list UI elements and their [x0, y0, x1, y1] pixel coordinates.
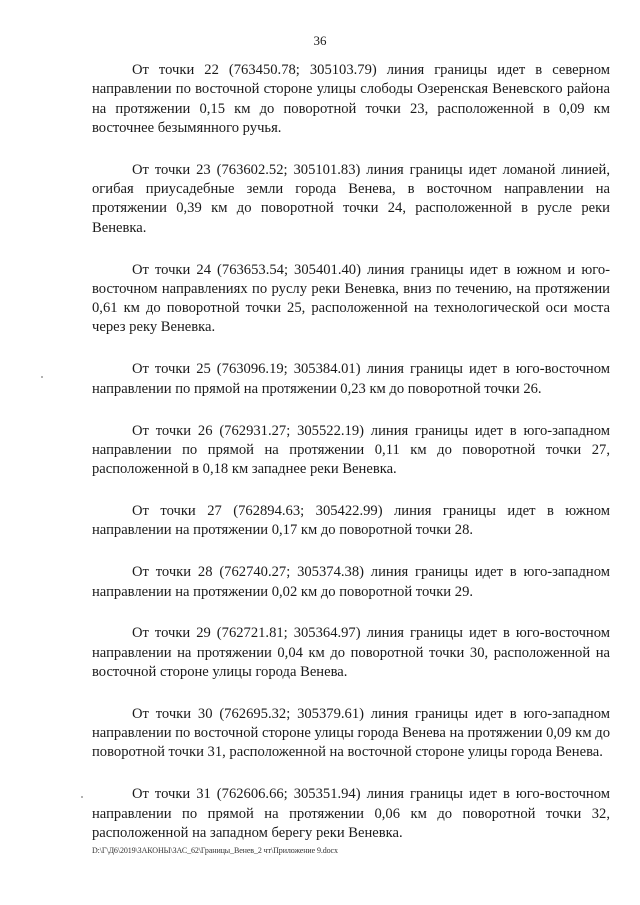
page-number: 36 [313, 33, 327, 48]
paragraph-point-28: От точки 28 (762740.27; 305374.38) линия границы идет в юго-западном направлении на протяжении 0,02 км до поворотной точки 29. [92, 564, 610, 600]
paragraph-point-25: От точки 25 (763096.19; 305384.01) линия границы идет в юго-восточном направлении по прямой на протяжении 0,23 км до поворотной точки 26. [92, 361, 610, 397]
paragraph-point-24: От точки 24 (763653.54; 305401.40) линия границы идет в южном и юго-восточном направлениях по руслу реки Веневка, вниз по течению, на протяжении 0,61 км до поворотной точки 25, расположенной на технологической оси моста через реку Веневка. [92, 261, 610, 336]
paragraph-point-22: От точки 22 (763450.78; 305103.79) линия границы идет в северном направлении по восточной стороне улицы слободы Озеренская Веневского района на протяжении 0,15 км до поворотной точки 23, расположенной в 0,09 км восточнее безымянного ручья. [92, 62, 610, 136]
paragraph-point-31: От точки 31 (762606.66; 305351.94) линия границы идет в юго-восточном направлении по прямой на протяжении 0,06 км до поворотной точки 32, расположенной на западном берегу реки Веневка. [92, 786, 610, 841]
paragraph-point-30: От точки 30 (762695.32; 305379.61) линия границы идет в юго-западном направлении по восточной стороне улицы города Венева на протяжении 0,09 км до поворотной точки 31, расположенной на восточной стороне улицы города Венева. [92, 705, 610, 761]
file-path-footer: D:\Г\Д6\2019\ЗАКОНЫ\ЗАС_62\Границы_Венев_2 чт\Приложение 9.docx [92, 846, 338, 855]
scan-speck [41, 376, 43, 378]
paragraph-point-26: От точки 26 (762931.27; 305522.19) линия границы идет в юго-западном направлении по прямой на протяжении 0,11 км до поворотной точки 27, расположенной в 0,18 км западнее реки Веневка. [92, 422, 610, 478]
paragraph-point-27: От точки 27 (762894.63; 305422.99) линия границы идет в южном направлении на протяжении 0,17 км до поворотной точки 28. [92, 503, 610, 539]
paragraph-point-29: От точки 29 (762721.81; 305364.97) линия границы идет в юго-восточном направлении на протяжении 0,04 км до поворотной точки 30, расположенной на восточной стороне улицы города Венева. [92, 625, 610, 680]
paragraph-point-23: От точки 23 (763602.52; 305101.83) линия границы идет ломаной линией, огибая приусадебные земли города Венева, в восточном направлении на протяжении 0,39 км до поворотной точки 24, расположенной в русле реки Веневка. [92, 161, 610, 236]
scan-speck [81, 796, 83, 798]
document-body [92, 61, 610, 866]
